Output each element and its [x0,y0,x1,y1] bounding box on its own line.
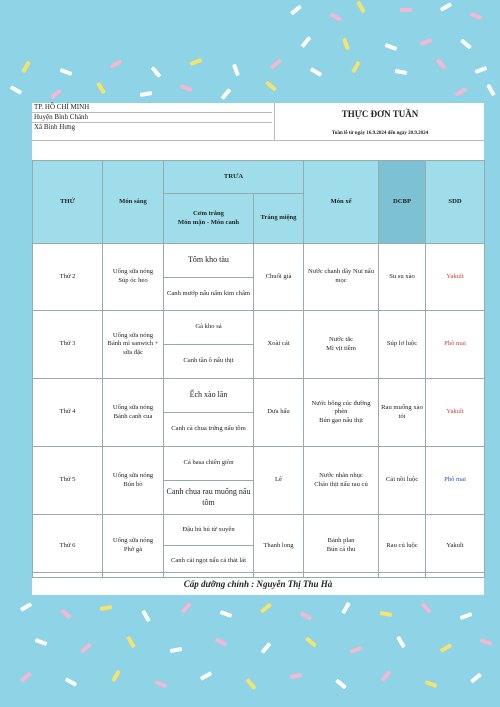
city-label: TP. HỒ CHÍ MINH [32,103,272,113]
day-cell: Thứ 6 [33,515,103,578]
confetti-piece [356,1,365,13]
mains-label: Món mặn - Món canh [177,218,240,226]
col-afternoon-header: Món xế [304,161,379,244]
confetti-piece [300,611,312,620]
afternoon-cell: Nước tắc Mì vịt tiềm [304,311,379,379]
dcbp-cell: Rau củ luộc [379,515,426,578]
confetti-piece [232,64,240,77]
confetti-piece [381,670,392,682]
confetti-piece [425,680,438,688]
afternoon-cell: Nước bông cúc đường phèn Bún gạo nấu thịt [304,379,379,447]
confetti-piece [181,602,192,614]
confetti-piece [20,602,32,611]
week-range: Tuần lễ từ ngày 16.9.2024 đến ngày 20.9.2024 [331,131,429,136]
menu-table [32,160,485,578]
afternoon-cell: Bánh plan Bún cá thu [304,515,379,578]
day-cell: Thứ 3 [33,311,103,379]
confetti-piece [246,678,257,690]
sdd-cell: Yakult [426,244,485,311]
confetti-piece [436,58,447,70]
spacer-row [32,140,484,162]
confetti-piece [265,81,277,92]
confetti-piece [60,609,72,620]
confetti-piece [260,603,272,614]
soup-cell: Canh mướp nấu nấm kim châm [164,278,254,311]
main-dish-cell: Gà kho sả [164,311,254,345]
dessert-cell: Xoài cát [254,311,304,379]
confetti-piece [180,84,193,92]
dessert-cell: Lê [254,447,304,515]
confetti-piece [220,610,233,618]
commune-label: Xã Bình Hưng [34,123,76,131]
breakfast-cell: Uống sữa nóng Phở gà [103,515,164,578]
menu-row [33,311,485,345]
confetti-piece [395,69,408,75]
confetti-piece [215,637,227,646]
confetti-piece [310,67,322,76]
menu-row [33,515,485,546]
dcbp-cell: Súp lơ luộc [379,311,426,379]
confetti-piece [455,87,467,96]
confetti-piece [140,91,153,97]
col-sdd-header: SDD [426,161,485,244]
confetti-piece [475,66,488,74]
confetti-piece [190,58,203,66]
menu-row [33,379,485,413]
dcbp-cell: Su su xào [379,244,426,311]
confetti-piece [470,673,482,684]
confetti-piece [20,672,32,683]
col-mains-header [164,194,254,244]
breakfast-cell: Uống sữa nóng Súp óc heo [103,244,164,311]
dcbp-cell: Cải nồi luộc [379,447,426,515]
confetti-piece [141,610,150,622]
breakfast-cell: Uống sữa nóng Bánh mì sanwich + sữa đặc [103,311,164,379]
confetti-piece [65,677,77,686]
confetti-piece [35,638,48,646]
school-address [32,103,272,140]
day-cell: Thứ 2 [33,244,103,311]
confetti-piece [111,670,120,682]
confetti-piece [380,611,393,617]
menu-row [33,244,485,278]
col-breakfast-header: Món sáng [103,161,164,244]
sdd-cell: Yakult [426,515,485,578]
confetti-piece [400,8,412,12]
confetti-piece [100,605,113,611]
confetti-piece [420,38,433,46]
confetti-piece [96,82,105,94]
dessert-cell: Dưa hấu [254,379,304,447]
afternoon-cell: Nước nhãn nhục Cháo thịt nấu rau củ [304,447,379,515]
confetti-piece [396,636,405,648]
confetti-piece [170,647,183,653]
confetti-piece [110,59,122,68]
confetti-piece [290,673,303,679]
soup-cell: Canh cải ngọt nấu cá thát lát [164,546,254,578]
col-lunch-header: TRƯA [164,161,304,194]
dessert-cell: Chuối già [254,244,304,311]
confetti-piece [151,66,162,78]
sdd-cell: Phô mai [426,311,485,379]
col-dcbp-header: DCBP [379,161,426,244]
breakfast-cell: Uống sữa nóng Bánh canh cua [103,379,164,447]
confetti-piece [221,88,232,100]
afternoon-cell: Nước chanh dây Nui nấu mọc [304,244,379,311]
main-dish-cell: Tôm kho tàu [164,244,254,278]
confetti-piece [21,61,30,73]
main-dish-cell: Đậu hủ hủ từ xuyên [164,515,254,546]
confetti-piece [305,637,317,648]
confetti-piece [342,38,350,51]
confetti-piece [470,12,483,20]
confetti-piece [486,84,495,96]
confetti-piece [440,2,452,11]
confetti-piece [460,612,473,620]
menu-body [33,244,485,578]
confetti-piece [480,638,493,646]
confetti-piece [270,59,282,70]
confetti-piece [50,89,62,100]
confetti-piece [80,643,92,654]
title-block [274,103,485,140]
confetti-piece [460,39,472,50]
confetti-piece [350,646,363,654]
soup-cell: Canh cà chua trứng nấu tôm [164,413,254,447]
head-cook-line: Cấp dưỡng chính : Nguyễn Thị Thu Hà [32,572,484,596]
soup-cell: Canh tần ô nấu thịt [164,345,254,379]
sdd-cell: Yakult [426,379,485,447]
confetti-piece [351,61,360,73]
main-dish-cell: Cá basa chiên giòn [164,447,254,481]
dessert-cell: Thanh long [254,515,304,578]
confetti-piece [155,680,168,688]
confetti-piece [440,643,452,652]
col-dessert-header: Tráng miệng [254,194,304,244]
district-label: Huyện Bình Chánh [32,113,272,123]
confetti-piece [421,602,432,614]
main-dish-cell: Ếch xào lăn [164,379,254,413]
confetti-piece [200,671,212,680]
col-day-header: THỨ [33,161,103,244]
confetti-piece [385,43,398,51]
dcbp-cell: Rau muống xào tỏi [379,379,426,447]
menu-row [33,447,485,481]
rice-label: Cơm trắng [193,209,224,217]
day-cell: Thứ 5 [33,447,103,515]
menu-title: THỰC ĐƠN TUẦN [341,109,419,119]
confetti-piece [341,602,350,614]
confetti-piece [335,679,347,690]
confetti-piece [290,5,302,16]
day-cell: Thứ 4 [33,379,103,447]
confetti-piece [330,12,342,21]
breakfast-cell: Uống sữa nóng Bún bò [103,447,164,515]
confetti-piece [301,36,312,48]
confetti-piece [60,68,73,76]
confetti-piece [126,636,135,648]
confetti-piece [261,642,272,654]
sdd-cell: Phô mai [426,447,485,515]
weekly-menu-sheet [32,103,484,595]
confetti-piece [10,85,22,94]
soup-cell: Canh chua rau muống nấu tôm [164,481,254,515]
